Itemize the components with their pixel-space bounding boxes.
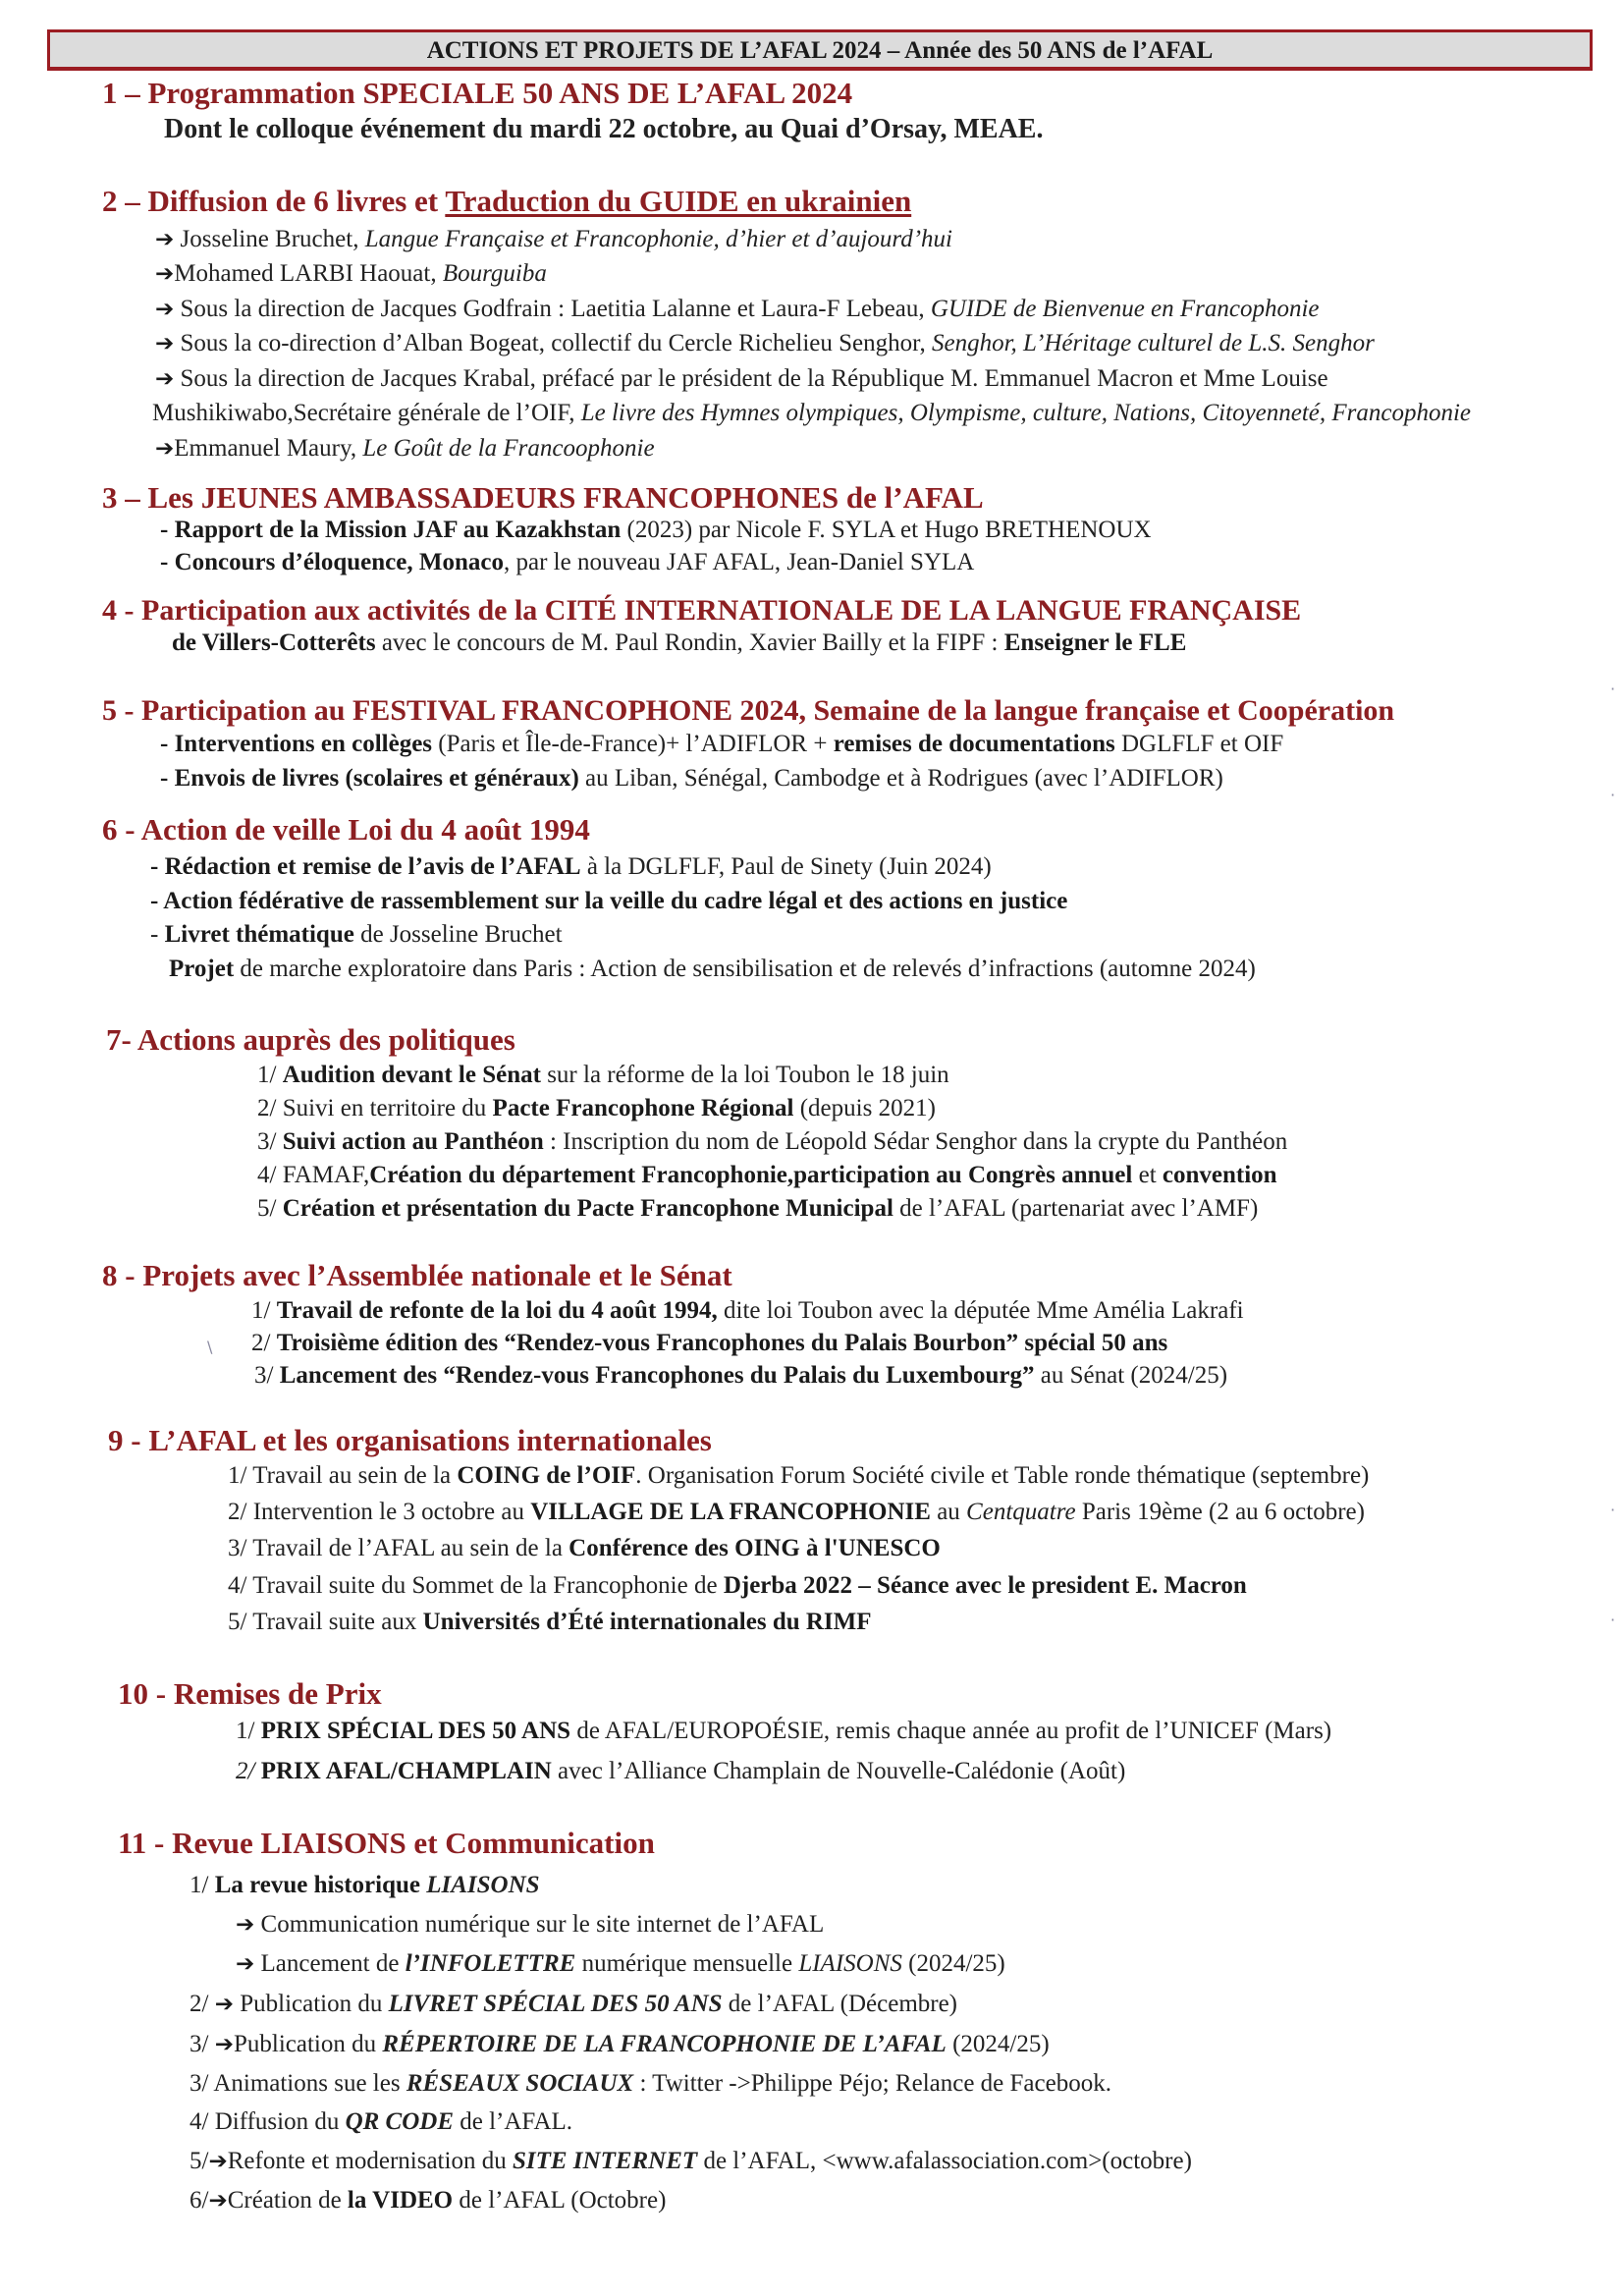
text: avec le concours de M. Paul Rondin, Xavier Bailly et la FIPF : bbox=[375, 629, 1004, 656]
text: 1/ bbox=[189, 1872, 215, 1898]
section-11-heading: 11 - Revue LIAISONS et Communication bbox=[118, 1826, 655, 1860]
arrow-right-icon: ➔ bbox=[155, 261, 175, 287]
book-title: Senghor, L’Héritage culturel de L.S. Senghor bbox=[931, 330, 1375, 356]
text: 1/ bbox=[251, 1297, 277, 1324]
text: : Twitter ->Philippe Péjo; Relance de Facebook. bbox=[633, 2070, 1111, 2097]
text: 4/ Diffusion du bbox=[189, 2108, 346, 2135]
text: 4/ Travail suite du Sommet de la Francophonie de bbox=[228, 1572, 724, 1599]
item-text: Sous la direction de Jacques Krabal, préfacé par le président de la République M. Emmanuel Macron et Mme Louise bbox=[180, 365, 1328, 392]
section-9-line-5 bbox=[228, 1608, 872, 1637]
section-11-line-3 bbox=[236, 1949, 1005, 1979]
section-6-line-2 bbox=[150, 887, 1067, 916]
text: 1/ bbox=[236, 1718, 261, 1744]
scan-speck: · bbox=[1610, 786, 1616, 804]
text: 3/ bbox=[254, 1362, 280, 1389]
book-title: Le livre des Hymnes olympiques, Olympisme, culture, Nations, Citoyenneté, Francophonie bbox=[580, 400, 1472, 426]
section-11-line-9 bbox=[189, 2186, 666, 2215]
scan-speck: · bbox=[1610, 680, 1616, 698]
section-11-line-6 bbox=[189, 2069, 1111, 2099]
text: au Liban, Sénégal, Cambodge et à Rodrigues (avec l’ADIFLOR) bbox=[578, 765, 1223, 792]
text: 1/ bbox=[257, 1062, 283, 1088]
text: de l’AFAL (partenariat avec l’AMF) bbox=[893, 1195, 1259, 1222]
text: à la DGLFLF, Paul de Sinety (Juin 2024) bbox=[580, 853, 992, 880]
section-2-item-3 bbox=[155, 295, 1320, 324]
text: (2024/25) bbox=[901, 1950, 1005, 1977]
text: 5/ bbox=[189, 2148, 209, 2174]
text: au Sénat (2024/25) bbox=[1034, 1362, 1228, 1389]
bold-text: - Action fédérative de rassemblement sur la veille du cadre légal et des actions en justice bbox=[150, 888, 1068, 914]
bold-text: - Interventions en collèges bbox=[160, 731, 433, 757]
section-6-line-3 bbox=[150, 920, 563, 950]
text: 3/ Animations sue les bbox=[189, 2070, 406, 2097]
text: numérique mensuelle bbox=[575, 1950, 799, 1977]
section-4-heading: 4 - Participation aux activités de la CITÉ INTERNATIONALE DE LA LANGUE FRANÇAISE bbox=[102, 594, 1302, 627]
text: (2023) par Nicole F. SYLA et Hugo BRETHENOUX bbox=[621, 517, 1152, 543]
text: et bbox=[1132, 1162, 1163, 1188]
text: 5/ bbox=[257, 1195, 283, 1222]
book-title: Bourguiba bbox=[442, 260, 547, 287]
section-7-line-5 bbox=[257, 1194, 1258, 1224]
section-11-line-8 bbox=[189, 2147, 1192, 2176]
section-7-line-1 bbox=[257, 1061, 949, 1090]
bold-text: Suivi action au Panthéon bbox=[282, 1128, 544, 1155]
section-6-line-1 bbox=[150, 852, 992, 882]
section-2-item-2 bbox=[155, 259, 547, 289]
bold-text: La revue historique bbox=[214, 1872, 427, 1898]
section-3-line-2 bbox=[160, 548, 974, 577]
bold-text: Universités d’Été internationales du RIMF bbox=[422, 1609, 872, 1635]
bold-text: Travail de refonte de la loi du 4 août 1994, bbox=[276, 1297, 718, 1324]
section-11-line-7 bbox=[189, 2107, 572, 2137]
text: 6/ bbox=[189, 2187, 209, 2214]
item-text: Emmanuel Maury, bbox=[174, 435, 363, 462]
section-6-heading: 6 - Action de veille Loi du 4 août 1994 bbox=[102, 812, 590, 847]
section-8-line-1 bbox=[251, 1296, 1244, 1326]
arrow-right-icon: ➔ bbox=[155, 436, 175, 462]
arrow-right-icon: ➔ bbox=[155, 366, 175, 392]
text: 1/ Travail au sein de la bbox=[228, 1462, 458, 1489]
book-title: Langue Française et Francophonie, d’hier et d’aujourd’hui bbox=[364, 226, 952, 252]
italic-text: LIAISONS bbox=[798, 1950, 902, 1977]
bold-italic-text: LIAISONS bbox=[426, 1872, 540, 1898]
section-8-line-3 bbox=[254, 1361, 1227, 1391]
section-5-line-2 bbox=[160, 764, 1223, 793]
text: de AFAL/EUROPOÉSIE, remis chaque année au profit de l’UNICEF (Mars) bbox=[570, 1718, 1332, 1744]
section-9-line-2 bbox=[228, 1498, 1365, 1527]
scan-mark: \ bbox=[207, 1338, 213, 1356]
text: au bbox=[930, 1499, 967, 1525]
section-10-line-1 bbox=[236, 1717, 1331, 1746]
text: 2/ bbox=[251, 1330, 277, 1356]
bold-italic-text: LIVRET SPÉCIAL DES 50 ANS bbox=[388, 1991, 723, 2017]
arrow-right-icon: ➔ bbox=[208, 2188, 228, 2214]
bold-text: - Rapport de la Mission JAF au Kazakhstan bbox=[160, 517, 622, 543]
bold-italic-text: RÉPERTOIRE DE LA FRANCOPHONIE DE L’AFAL bbox=[382, 2031, 947, 2057]
text: avec l’Alliance Champlain de Nouvelle-Calédonie (Août) bbox=[551, 1758, 1126, 1784]
bold-text: Lancement des “Rendez-vous Francophones du Palais du Luxembourg” bbox=[279, 1362, 1035, 1389]
text: de l’AFAL (Octobre) bbox=[453, 2187, 667, 2214]
section-2-item-1 bbox=[155, 225, 952, 254]
arrow-right-icon: ➔ bbox=[155, 331, 175, 356]
section-4-line-1 bbox=[172, 629, 1186, 658]
section-7-line-4 bbox=[257, 1161, 1277, 1190]
text: 3/ bbox=[257, 1128, 283, 1155]
arrow-right-icon: ➔ bbox=[214, 1992, 234, 2017]
bold-text: - Rédaction et remise de l’avis de l’AFAL bbox=[150, 853, 581, 880]
text: 4/ FAMAF, bbox=[257, 1162, 370, 1188]
scan-speck: · bbox=[1610, 1611, 1616, 1629]
bold-text: PRIX SPÉCIAL DES 50 ANS bbox=[260, 1718, 571, 1744]
text: Refonte et modernisation du bbox=[227, 2148, 513, 2174]
page-title: ACTIONS ET PROJETS DE L’AFAL 2024 – Année des 50 ANS de l’AFAL bbox=[426, 37, 1214, 64]
text: 2/ Suivi en territoire du bbox=[257, 1095, 493, 1121]
section-11-line-1 bbox=[189, 1871, 540, 1900]
text: de Josseline Bruchet bbox=[353, 921, 563, 948]
text: Paris 19ème (2 au 6 octobre) bbox=[1075, 1499, 1365, 1525]
text: (2024/25) bbox=[946, 2031, 1050, 2057]
section-6-line-4 bbox=[169, 955, 1256, 984]
section-5-line-1 bbox=[160, 730, 1283, 759]
section-8-line-2 bbox=[251, 1329, 1167, 1358]
text: . Organisation Forum Société civile et Table ronde thématique (septembre) bbox=[635, 1462, 1370, 1489]
item-text: Sous la co-direction d’Alban Bogeat, collectif du Cercle Richelieu Senghor, bbox=[180, 330, 932, 356]
bold-text: de Villers-Cotterêts bbox=[172, 629, 376, 656]
text: de l’AFAL, <www.afalassociation.com>(octobre) bbox=[697, 2148, 1192, 2174]
bold-text: la VIDEO bbox=[347, 2187, 454, 2214]
scan-speck: · bbox=[1610, 1501, 1616, 1519]
italic-text: 2/ bbox=[236, 1758, 261, 1784]
text: 3/ Travail de l’AFAL au sein de la bbox=[228, 1535, 569, 1561]
bold-text: Enseigner le FLE bbox=[1003, 629, 1187, 656]
bold-text: VILLAGE DE LA FRANCOPHONIE bbox=[530, 1499, 931, 1525]
text: (depuis 2021) bbox=[793, 1095, 936, 1121]
section-10-line-2 bbox=[236, 1757, 1125, 1786]
section-1-line: Dont le colloque événement du mardi 22 octobre, au Quai d’Orsay, MEAE. bbox=[164, 114, 1044, 144]
item-text: Mushikiwabo,Secrétaire générale de l’OIF, bbox=[152, 400, 581, 426]
section-3-heading: 3 – Les JEUNES AMBASSADEURS FRANCOPHONES de l’AFAL bbox=[102, 480, 984, 515]
bold-text: convention bbox=[1162, 1162, 1277, 1188]
section-7-line-2 bbox=[257, 1094, 936, 1123]
arrow-right-icon: ➔ bbox=[208, 2149, 228, 2174]
bold-text: remises de documentations bbox=[833, 731, 1115, 757]
text: (Paris et Île-de-France)+ l’ADIFLOR + bbox=[432, 731, 834, 757]
bold-text: Création du département Francophonie,participation au Congrès annuel bbox=[369, 1162, 1133, 1188]
section-2-heading-text: 2 – Diffusion de 6 livres et bbox=[102, 184, 446, 218]
section-9-line-1 bbox=[228, 1461, 1369, 1491]
section-1-heading: 1 – Programmation SPECIALE 50 ANS DE L’AFAL 2024 bbox=[102, 76, 853, 110]
arrow-right-icon: ➔ bbox=[155, 297, 175, 322]
italic-text: Centquatre bbox=[966, 1499, 1076, 1525]
arrow-right-icon: ➔ bbox=[155, 227, 175, 252]
section-2-heading bbox=[102, 185, 911, 218]
bold-italic-text: QR CODE bbox=[345, 2108, 455, 2135]
book-title: Le Goût de la Francoophonie bbox=[362, 435, 655, 462]
bold-text: - Envois de livres (scolaires et généraux) bbox=[160, 765, 579, 792]
bold-italic-text: RÉSEAUX SOCIAUX bbox=[406, 2070, 634, 2097]
item-text: Mohamed LARBI Haouat, bbox=[174, 260, 443, 287]
section-2-item-5 bbox=[155, 364, 1328, 394]
bold-text: Création et présentation du Pacte Francophone Municipal bbox=[282, 1195, 893, 1222]
text: : Inscription du nom de Léopold Sédar Senghor dans la crypte du Panthéon bbox=[543, 1128, 1288, 1155]
text: 3/ bbox=[189, 2031, 215, 2057]
section-8-heading: 8 - Projets avec l’Assemblée nationale et le Sénat bbox=[102, 1258, 732, 1292]
text: - bbox=[150, 921, 165, 948]
title-banner bbox=[47, 29, 1593, 71]
text: Communication numérique sur le site internet de l’AFAL bbox=[260, 1911, 825, 1938]
section-2-item-6 bbox=[155, 434, 655, 464]
text: Publication du bbox=[233, 2031, 383, 2057]
bold-text: Troisième édition des “Rendez-vous Francophones du Palais Bourbon” spécial 50 ans bbox=[276, 1330, 1168, 1356]
section-2-item-5-cont bbox=[152, 399, 1471, 428]
section-3-line-1 bbox=[160, 516, 1152, 545]
section-2-heading-underlined: Traduction du GUIDE en ukrainien bbox=[445, 184, 912, 218]
bold-italic-text: l’INFOLETTRE bbox=[405, 1950, 576, 1977]
section-11-line-4 bbox=[189, 1990, 957, 2019]
bold-text: PRIX AFAL/CHAMPLAIN bbox=[260, 1758, 552, 1784]
section-11-line-5 bbox=[189, 2030, 1050, 2059]
bold-text: COING de l’OIF bbox=[457, 1462, 636, 1489]
bold-text: Pacte Francophone Régional bbox=[492, 1095, 794, 1121]
text: Publication du bbox=[240, 1991, 389, 2017]
text: 5/ Travail suite aux bbox=[228, 1609, 423, 1635]
book-title: GUIDE de Bienvenue en Francophonie bbox=[930, 296, 1320, 322]
arrow-right-icon: ➔ bbox=[236, 1912, 255, 1938]
section-10-heading: 10 - Remises de Prix bbox=[118, 1676, 382, 1711]
section-9-line-4 bbox=[228, 1571, 1247, 1601]
arrow-right-icon: ➔ bbox=[236, 1951, 255, 1977]
text: Lancement de bbox=[260, 1950, 406, 1977]
text: 2/ Intervention le 3 octobre au bbox=[228, 1499, 531, 1525]
item-text: Josseline Bruchet, bbox=[180, 226, 365, 252]
bold-italic-text: SITE INTERNET bbox=[512, 2148, 698, 2174]
section-7-heading: 7- Actions auprès des politiques bbox=[106, 1022, 515, 1057]
bold-text: Conférence des OING à l'UNESCO bbox=[568, 1535, 941, 1561]
section-9-heading: 9 - L’AFAL et les organisations internationales bbox=[108, 1423, 712, 1457]
section-2-item-4 bbox=[155, 329, 1375, 358]
bold-text: - Concours d’éloquence, Monaco bbox=[160, 549, 504, 575]
bold-text: Livret thématique bbox=[164, 921, 354, 948]
text: dite loi Toubon avec la députée Mme Amélia Lakrafi bbox=[717, 1297, 1244, 1324]
bold-text: Audition devant le Sénat bbox=[282, 1062, 541, 1088]
text: de marche exploratoire dans Paris : Action de sensibilisation et de relevés d’infractions (automne 2024) bbox=[234, 956, 1256, 982]
item-text: Sous la direction de Jacques Godfrain : Laetitia Lalanne et Laura-F Lebeau, bbox=[180, 296, 931, 322]
arrow-right-icon: ➔ bbox=[214, 2032, 234, 2057]
text: sur la réforme de la loi Toubon le 18 juin bbox=[540, 1062, 949, 1088]
text: de l’AFAL. bbox=[454, 2108, 573, 2135]
bold-text: Projet bbox=[169, 956, 235, 982]
text: de l’AFAL (Décembre) bbox=[722, 1991, 958, 2017]
text: Création de bbox=[227, 2187, 348, 2214]
text: , par le nouveau JAF AFAL, Jean-Daniel SYLA bbox=[503, 549, 975, 575]
text: 2/ bbox=[189, 1991, 215, 2017]
bold-text: Djerba 2022 – Séance avec le president E. Macron bbox=[723, 1572, 1247, 1599]
section-7-line-3 bbox=[257, 1127, 1287, 1157]
section-9-line-3 bbox=[228, 1534, 941, 1563]
section-5-heading: 5 - Participation au FESTIVAL FRANCOPHONE 2024, Semaine de la langue française et Coopération bbox=[102, 694, 1395, 727]
section-11-line-2 bbox=[236, 1910, 824, 1940]
text: DGLFLF et OIF bbox=[1114, 731, 1284, 757]
